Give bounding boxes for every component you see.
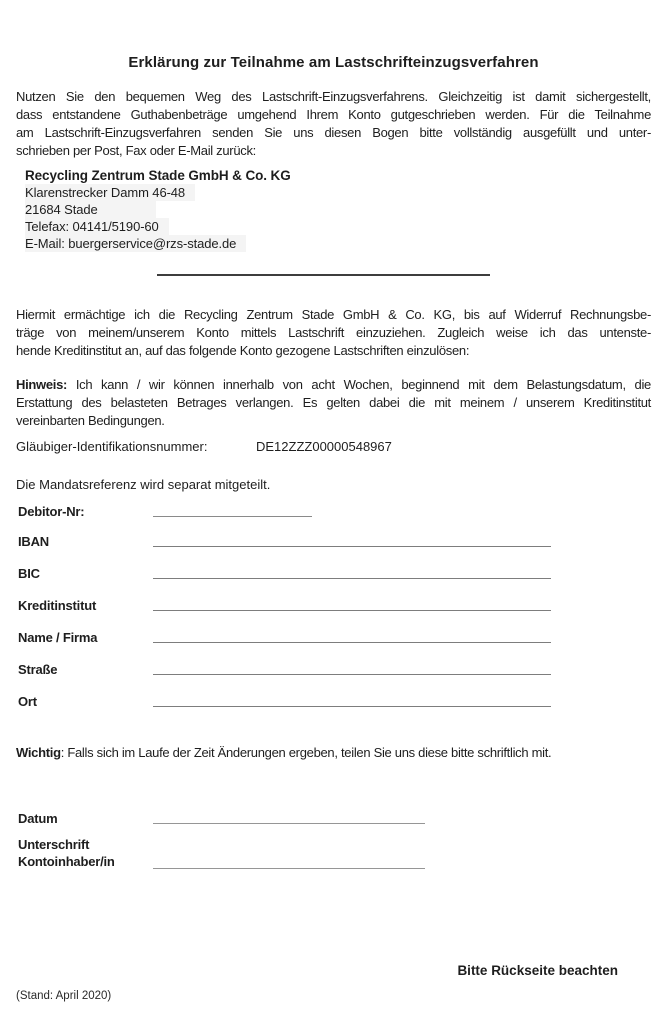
recipient-city [25, 201, 651, 218]
important-label: Wichtig [16, 745, 61, 760]
field-row-strasse [16, 662, 651, 694]
datum-label: Datum [18, 811, 58, 826]
authorization-line: Hiermit ermächtige ich die Recycling Zentrum Stade GmbH & Co. KG, bis auf Widerruf Rechnungsbe- [16, 307, 651, 322]
recipient-city-text: 21684 Stade [25, 201, 156, 218]
mandate-reference-note: Die Mandatsreferenz wird separat mitgeteilt. [16, 477, 271, 492]
intro-line: dass entstandene Guthabenbeträge umgehend Ihrem Konto gutgeschrieben werden. Für die Teilnahme [16, 107, 651, 122]
kreditinstitut-input-line[interactable] [153, 598, 551, 611]
creditor-id-row [16, 438, 651, 456]
signature-label-line1: Unterschrift [18, 837, 90, 852]
page-title: Erklärung zur Teilnahme am Lastschrifteinzugsverfahren [128, 54, 539, 71]
notice-line: Erstattung des belasteten Betrages verlangen. Es gelten dabei die mit meinem / unserem Kreditinstitut [16, 395, 651, 410]
recipient-street-text: Klarenstrecker Damm 46-48 [25, 184, 195, 201]
important-text: : Falls sich im Laufe der Zeit Änderungen ergeben, teilen Sie uns diese bitte schriftlich mit. [60, 745, 552, 760]
signature-input-line[interactable] [153, 856, 425, 869]
datum-input-line[interactable] [153, 811, 425, 824]
bic-input-line[interactable] [153, 566, 551, 579]
signature-label [16, 836, 153, 870]
ort-input-line[interactable] [153, 694, 551, 707]
field-row-name-firma [16, 630, 651, 662]
authorization-paragraph [16, 306, 651, 360]
iban-input-line[interactable] [153, 534, 551, 547]
signature-label-line2: Kontoinhaber/in [18, 854, 115, 869]
strasse-label: Straße [18, 662, 58, 677]
notice-label: Hinweis: [16, 377, 68, 392]
recipient-fax [25, 218, 651, 235]
recipient-email [25, 235, 651, 252]
ort-label: Ort [18, 694, 37, 709]
recipient-company: Recycling Zentrum Stade GmbH & Co. KG [25, 168, 291, 183]
field-row-kreditinstitut [16, 598, 651, 630]
authorization-line: hende Kreditinstitut an, auf das folgende Konto gezogene Lastschriften einzulösen: [16, 343, 470, 358]
recipient-address-block [25, 167, 651, 252]
notice-line: vereinbarten Bedingungen. [16, 413, 165, 428]
creditor-id-label: Gläubiger-Identifikationsnummer: [16, 439, 208, 454]
notice-line [16, 376, 651, 394]
recipient-street [25, 184, 651, 201]
field-row-signature [16, 836, 651, 870]
field-row-bic [16, 566, 651, 598]
creditor-id-value: DE12ZZZ00000548967 [256, 439, 392, 454]
debitor-nr-label: Debitor-Nr: [18, 504, 85, 519]
version-date-note: (Stand: April 2020) [16, 990, 112, 1002]
field-row-iban [16, 534, 651, 566]
intro-line: Nutzen Sie den bequemen Weg des Lastschrift-Einzugsverfahrens. Gleichzeitig ist damit sichergestellt, [16, 89, 651, 104]
bic-label: BIC [18, 566, 40, 581]
recipient-email-text: E-Mail: buergerservice@rzs-stade.de [25, 235, 246, 252]
field-row-debitor-nr [16, 504, 651, 520]
intro-line: schrieben per Post, Fax oder E-Mail zurück: [16, 143, 256, 158]
intro-paragraph [16, 88, 651, 160]
field-row-datum [16, 811, 651, 827]
kreditinstitut-label: Kreditinstitut [18, 598, 97, 613]
bank-details-fields [16, 534, 651, 726]
separator-line [157, 274, 490, 276]
field-row-ort [16, 694, 651, 726]
name-firma-label: Name / Firma [18, 630, 98, 645]
important-note [16, 744, 651, 762]
notice-line1-text: Ich kann / wir können innerhalb von acht Wochen, beginnend mit dem Belastungsdatum, die [67, 377, 651, 392]
intro-line: am Lastschrift-Einzugsverfahren senden Sie uns diesen Bogen bitte vollständig ausgefüllt und unter- [16, 125, 651, 140]
recipient-fax-text: Telefax: 04141/5190-60 [25, 218, 169, 235]
iban-label: IBAN [18, 534, 49, 549]
strasse-input-line[interactable] [153, 662, 551, 675]
authorization-line: träge von meinem/unserem Konto mittels Lastschrift einzuziehen. Zugleich weise ich das untenste- [16, 325, 651, 340]
back-page-note: Bitte Rückseite beachten [457, 963, 618, 978]
name-firma-input-line[interactable] [153, 630, 551, 643]
debitor-nr-input-line[interactable] [153, 504, 312, 517]
notice-paragraph [16, 376, 651, 430]
